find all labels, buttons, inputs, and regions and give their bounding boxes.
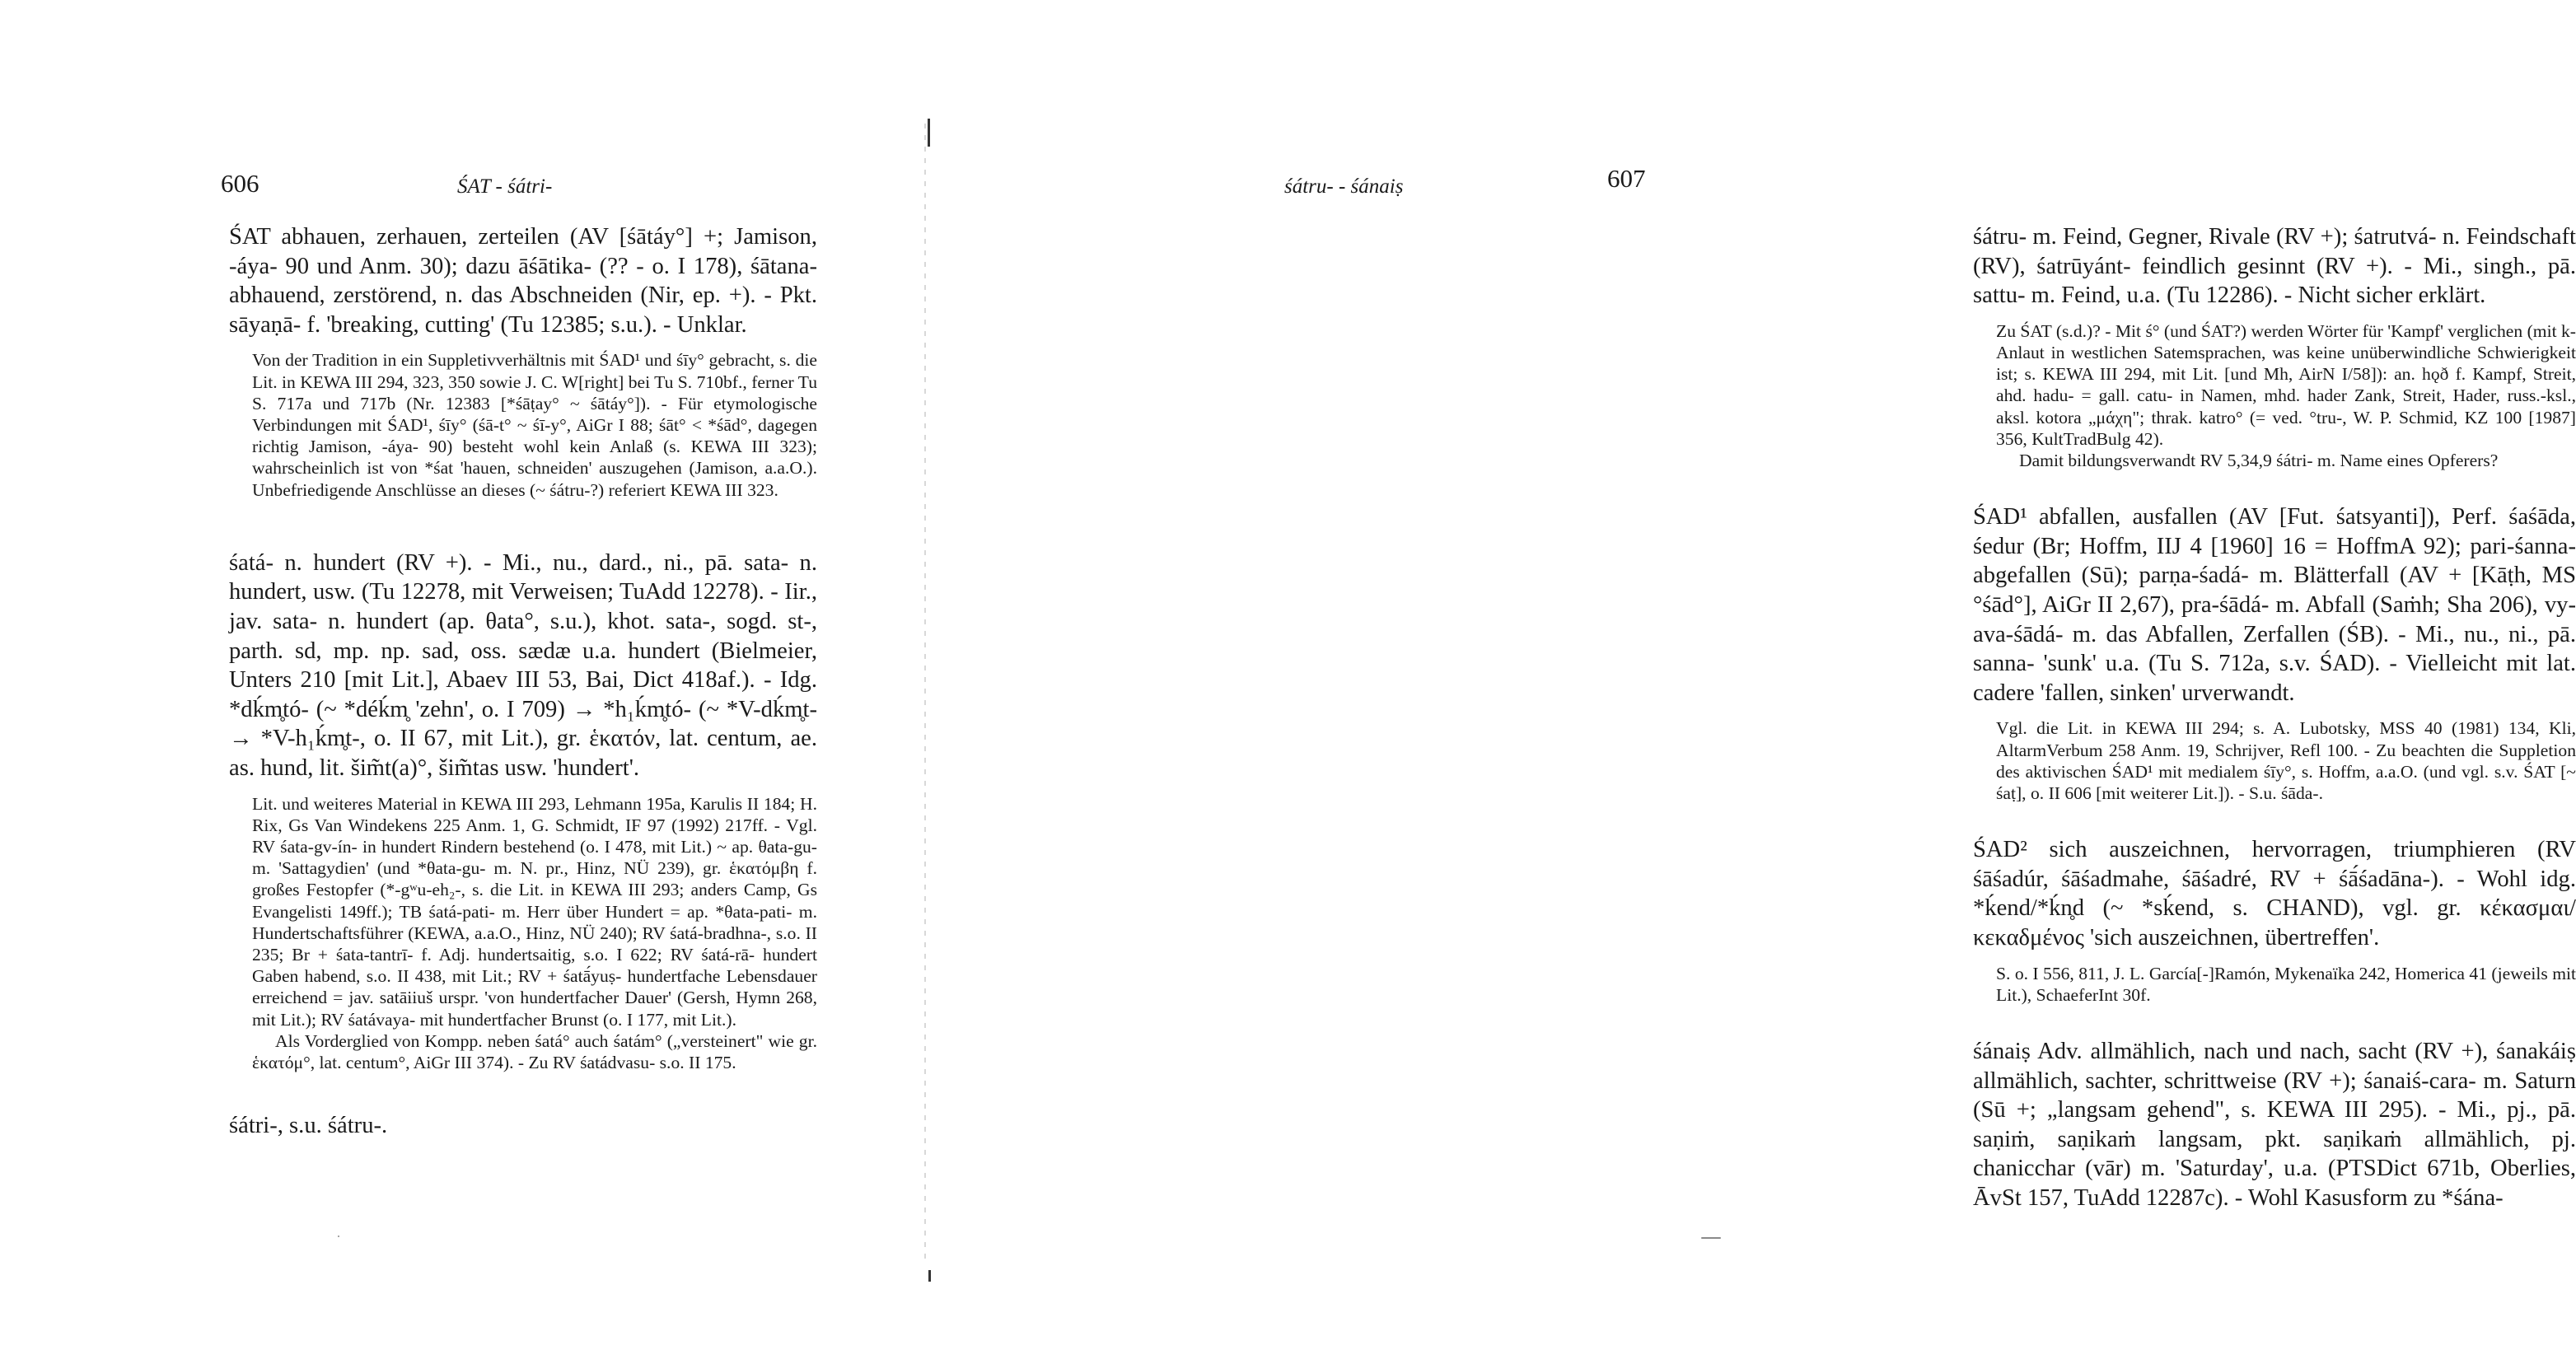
note-sata-1: Lit. und weiteres Material in KEWA III 293, Lehmann 195a, Karulis II 184; H. Rix, Gs Van Windekens 225 Anm. 1, G. Schmidt, IF 97 (1992) 217ff. - Vgl. RV śata-gv-ín- in hundert Rindern bestehend (o. I 478, mit Lit.) ~ ap. θata-gu- m. 'Sattagydien' (und *θata-gu- m. N. pr., Hinz, NÜ 239), gr. ἑκατόμβη f. großes Festopfer (*-gʷu-eh₂-, s. die Lit. in KEWA III 293; anders Camp, Gs Evangelisti 149ff.); TB śatá-pati- m. Herr über Hundert = ap. *θata-pati- m. Hundertschaftsführer (KEWA, a.a.O., Hinz, NÜ 240); RV śatá-bradhna-, s.o. II 235; Br + śata-tantrī- f. Adj. hundertsaitig, s.o. I 622; RV śatá-rā- hundert Gaben habend, s.o. II 438, mit Lit.; RV + śatā́yuṣ- hundertfache Lebensdauer erreichend = jav. satāiiuš urspr. 'von hundertfacher Dauer' (Gersh, Hymn 268, mit Lit.); RV śatávaya- mit hundertfacher Brunst (o. I 177, mit Lit.). [252, 793, 817, 1030]
scan-speck [338, 1236, 339, 1237]
right-page [927, 0, 2576, 1364]
right-page-number: 607 [1607, 164, 1646, 193]
right-column [1973, 222, 2576, 1213]
note-sata-2: Als Vorderglied von Kompp. neben śatá° auch śatám° („versteinert" wie gr. ἑκατόμ°, lat. centum°, AiGr III 374). - Zu RV śatádvasu- s.o. II 175. [252, 1030, 817, 1072]
entry-sat: ŚAT abhauen, zerhauen, zerteilen (AV [śātáy°] +; Jamison, -áya- 90 und Anm. 30); dazu āśātika- (?? - o. I 178), śātana- abhauend, zerstörend, n. das Abschneiden (Nir, ep. +). - Pkt. sāyaṇā- f. 'breaking, cutting' (Tu 12385; s.u.). - Unklar. [229, 224, 817, 338]
entry-sad-1: ŚAD¹ abfallen, ausfallen (AV [Fut. śatsyanti]), Perf. śaśāda, śedur (Br; Hoffm, IIJ 4 [1960] 16 = HoffmA 92); pari-śanna- abgefallen (Sū); parṇa-śadá- m. Blätterfall (AV + [Kāṭh, MS °śād°], AiGr II 2,67), pra-śādá- m. Abfall (Saṁh; Sha 206), vy-ava-śādá- m. das Abfallen, Zerfallen (ŚB). - Mi., nu., ni., pā. sanna- 'sunk' u.a. (Tu S. 712a, s.v. ŚAD). - Vielleicht mit lat. cadere 'fallen, sinken' urverwandt. [1973, 504, 2576, 706]
scan-speck [1701, 1237, 1721, 1239]
left-running-title: ŚAT - śátri- [457, 175, 553, 198]
entry-satri: śátri-, s.u. śátru-. [229, 1113, 388, 1139]
entry-sata: śatá- n. hundert (RV +). - Mi., nu., dard., ni., pā. sata- n. hundert, usw. (Tu 12278, mit Verweisen; TuAdd 12278). - Iir., jav. sata- n. hundert (ap. θata°, s.u.), khot. sata-, sogd. st-, parth. sd, mp. np. sad, oss. sædæ u.a. hundert (Bielmeier, Unters 210 [mit Lit.], Abaev III 53, Bai, Dict 418af.). - Idg. *dḱm̥tó- (~ *déḱm̥ 'zehn', o. I 709) → *h₁ḱm̥tó- (~ *V-dḱm̥t- → *V-h₁ḱm̥t-, o. II 67, mit Lit.), gr. ἑκατόν, lat. centum, ae. as. hund, lit. šim̃t(a)°, šim̃tas usw. 'hundert'. [229, 549, 817, 781]
left-page [0, 0, 927, 1364]
right-running-title: śátru- - śánaiṣ [1284, 175, 1404, 198]
left-page-number: 606 [221, 169, 259, 198]
entry-sanais: śánaiṣ Adv. allmählich, nach und nach, sacht (RV +), śanakáiṣ allmählich, sachter, schrittweise (RV +); śanaiś-cara- m. Saturn (Sū +; „langsam gehend", s. KEWA III 295). - Mi., pj., pā. saṇiṁ, saṇikaṁ langsam, pkt. saṇikaṁ allmählich, pj. chanicchar (vār) m. 'Saturday', u.a. (PTSDict 671b, Oberlies, ĀvSt 157, TuAdd 12287c). - Wohl Kasusform zu *śána- [1973, 1038, 2576, 1211]
note-sat: Von der Tradition in ein Suppletivverhältnis mit ŚAD¹ und śīy° gebracht, s. die Lit. in KEWA III 294, 323, 350 sowie J. C. W[right] bei Tu S. 710bf., ferner Tu S. 717a und 717b (Nr. 12383 [*śāṭay° ~ śātáy°]). - Für etymologische Verbindungen mit ŚAD¹, śīy° (śā-t° ~ śī-y°, AiGr I 88; śāt° < *śād°, dagegen richtig Jamison, -áya- 90) besteht wohl kein Anlaß (s. KEWA III 323); wahrscheinlich ist von *śat 'hauen, schneiden' auszugehen (Jamison, a.a.O.). Unbefriedigende Anschlüsse an dieses (~ śátru-?) referiert KEWA III 323. [252, 350, 817, 500]
note-sad-1: Vgl. die Lit. in KEWA III 294; s. A. Lubotsky, MSS 40 (1981) 134, Kli, AltarmVerbum 258 Anm. 19, Schrijver, Refl 100. - Zu beachten die Suppletion des aktivischen ŚAD¹ mit medialem śīy°, s. Hoffm, a.a.O. (und vgl. s.v. ŚAT [~ śaṭ], o. II 606 [mit weiterer Lit.]). - S.u. śāda-. [1996, 718, 2576, 803]
book-gutter [924, 124, 926, 1260]
note-satru-1: Zu ŚAT (s.d.)? - Mit ś° (und ŚAT?) werden Wörter für 'Kampf' verglichen (mit k-Anlaut in westlichen Satemsprachen, was keine unüberwindliche Schwierigkeit ist; s. KEWA III 294, mit Lit. [und Mh, AirN I/58]): an. hǫð f. Kampf, Streit, ahd. hadu- = gall. catu- in Namen, mhd. hader Zank, Streit, Hader, russ.-ksl., aksl. kotora „μάχη"; thrak. katro° (= ved. °tru-, W. P. Schmid, KZ 100 [1987] 356, KultTradBulg 42). [1996, 320, 2576, 449]
entry-sad-2: ŚAD² sich auszeichnen, hervorragen, triumphieren (RV śāśadúr, śāśadmahe, śāśadré, RV + śā́śadāna-). - Wohl idg. *ḱend/*ḱn̥d (~ *sḱend, s. CHAND), vgl. gr. κέκασμαι/κεκαδμένος 'sich auszeichnen, übertreffen'. [1973, 837, 2576, 951]
left-column [229, 222, 817, 1141]
entry-satru: śátru- m. Feind, Gegner, Rivale (RV +); śatrutvá- n. Feindschaft (RV), śatrūyánt- feindlich gesinnt (RV +). - Mi., singh., pā. sattu- m. Feind, u.a. (Tu 12286). - Nicht sicher erklärt. [1973, 224, 2576, 309]
note-satru-2: Damit bildungsverwandt RV 5,34,9 śátri- m. Name eines Opferers? [2019, 451, 2499, 470]
note-sad-2: S. o. I 556, 811, J. L. García[-]Ramón, Mykenaïka 242, Homerica 41 (jeweils mit Lit.), SchaeferInt 30f. [1996, 963, 2576, 1005]
